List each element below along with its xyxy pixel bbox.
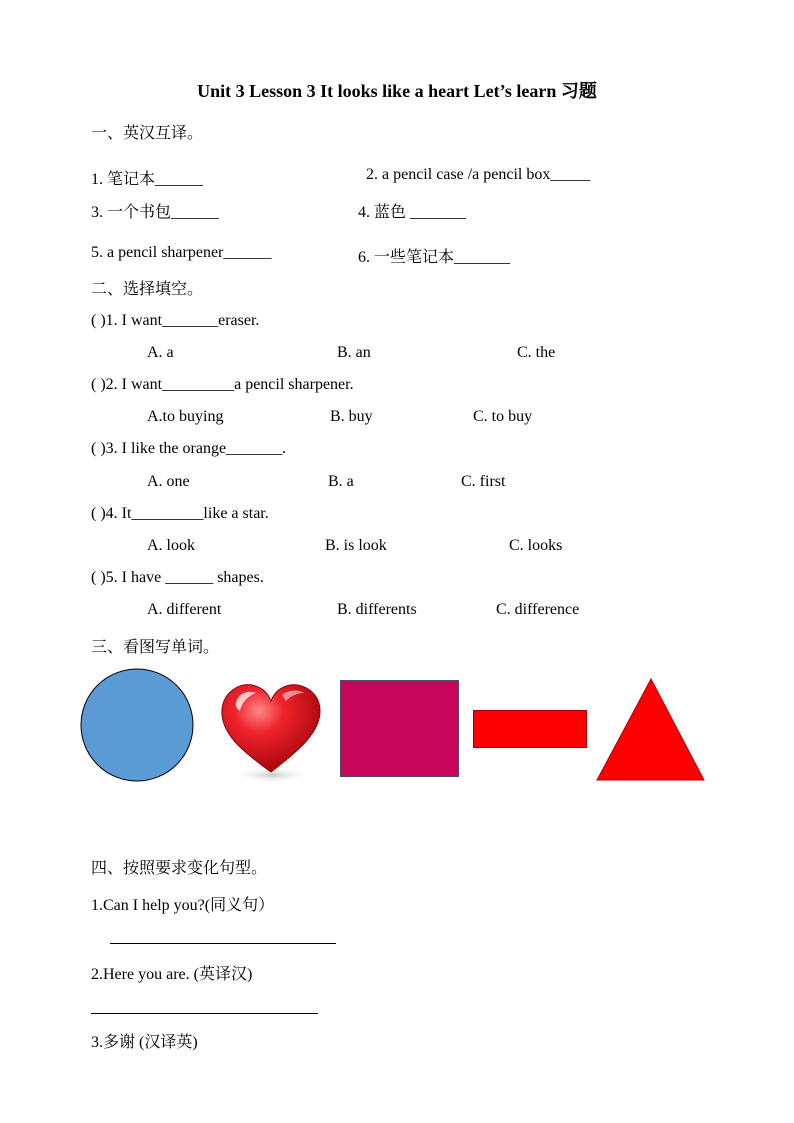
q1-option-a: A. a xyxy=(147,344,174,361)
rectangle-shape-icon xyxy=(473,710,588,749)
s4-item-2: 2.Here you are. (英译汉) xyxy=(91,966,253,983)
q2-stem: ( )2. I want_________a pencil sharpener. xyxy=(91,376,354,393)
section1-heading: 一、英汉互译。 xyxy=(91,125,204,142)
q5-option-c: C. difference xyxy=(496,601,580,618)
q2-option-b: B. buy xyxy=(330,408,373,425)
q4-stem: ( )4. It_________like a star. xyxy=(91,505,269,522)
section2-heading: 二、选择填空。 xyxy=(91,281,204,298)
q1-option-b: B. an xyxy=(337,344,371,361)
heart-shape-icon xyxy=(212,671,330,789)
q5-option-b: B. differents xyxy=(337,601,417,618)
circle-shape-icon xyxy=(78,666,196,784)
section4-heading: 四、按照要求变化句型。 xyxy=(91,860,268,877)
s1-item-4: 4. 蓝色 _______ xyxy=(358,204,467,221)
q1-stem: ( )1. I want_______eraser. xyxy=(91,312,260,329)
page-title: Unit 3 Lesson 3 It looks like a heart Let’s learn 习题 xyxy=(197,81,597,101)
s1-item-5: 5. a pencil sharpener______ xyxy=(91,244,272,261)
section3-heading: 三、看图写单词。 xyxy=(91,639,220,656)
q3-stem: ( )3. I like the orange_______. xyxy=(91,440,287,457)
q2-option-c: C. to buy xyxy=(473,408,533,425)
q5-option-a: A. different xyxy=(147,601,222,618)
triangle-shape-icon xyxy=(596,678,706,782)
s1-item-1: 1. 笔记本______ xyxy=(91,171,204,188)
s4-item-3: 3.多谢 (汉译英) xyxy=(91,1034,198,1051)
q4-option-b: B. is look xyxy=(325,537,387,554)
q1-option-c: C. the xyxy=(517,344,556,361)
s1-item-3: 3. 一个书包______ xyxy=(91,204,220,221)
q5-stem: ( )5. I have ______ shapes. xyxy=(91,569,264,586)
answer-line-1[interactable] xyxy=(110,943,336,944)
q4-option-c: C. looks xyxy=(509,537,563,554)
q4-option-a: A. look xyxy=(147,537,195,554)
s4-item-1: 1.Can I help you?(同义句） xyxy=(91,897,275,914)
q3-option-c: C. first xyxy=(461,473,506,490)
answer-line-2[interactable] xyxy=(91,1013,318,1014)
q2-option-a: A.to buying xyxy=(147,408,224,425)
q3-option-a: A. one xyxy=(147,473,190,490)
s1-item-2: 2. a pencil case /a pencil box_____ xyxy=(366,166,591,183)
q3-option-b: B. a xyxy=(328,473,354,490)
s1-item-6: 6. 一些笔记本_______ xyxy=(358,249,511,266)
square-shape-icon xyxy=(340,680,460,778)
